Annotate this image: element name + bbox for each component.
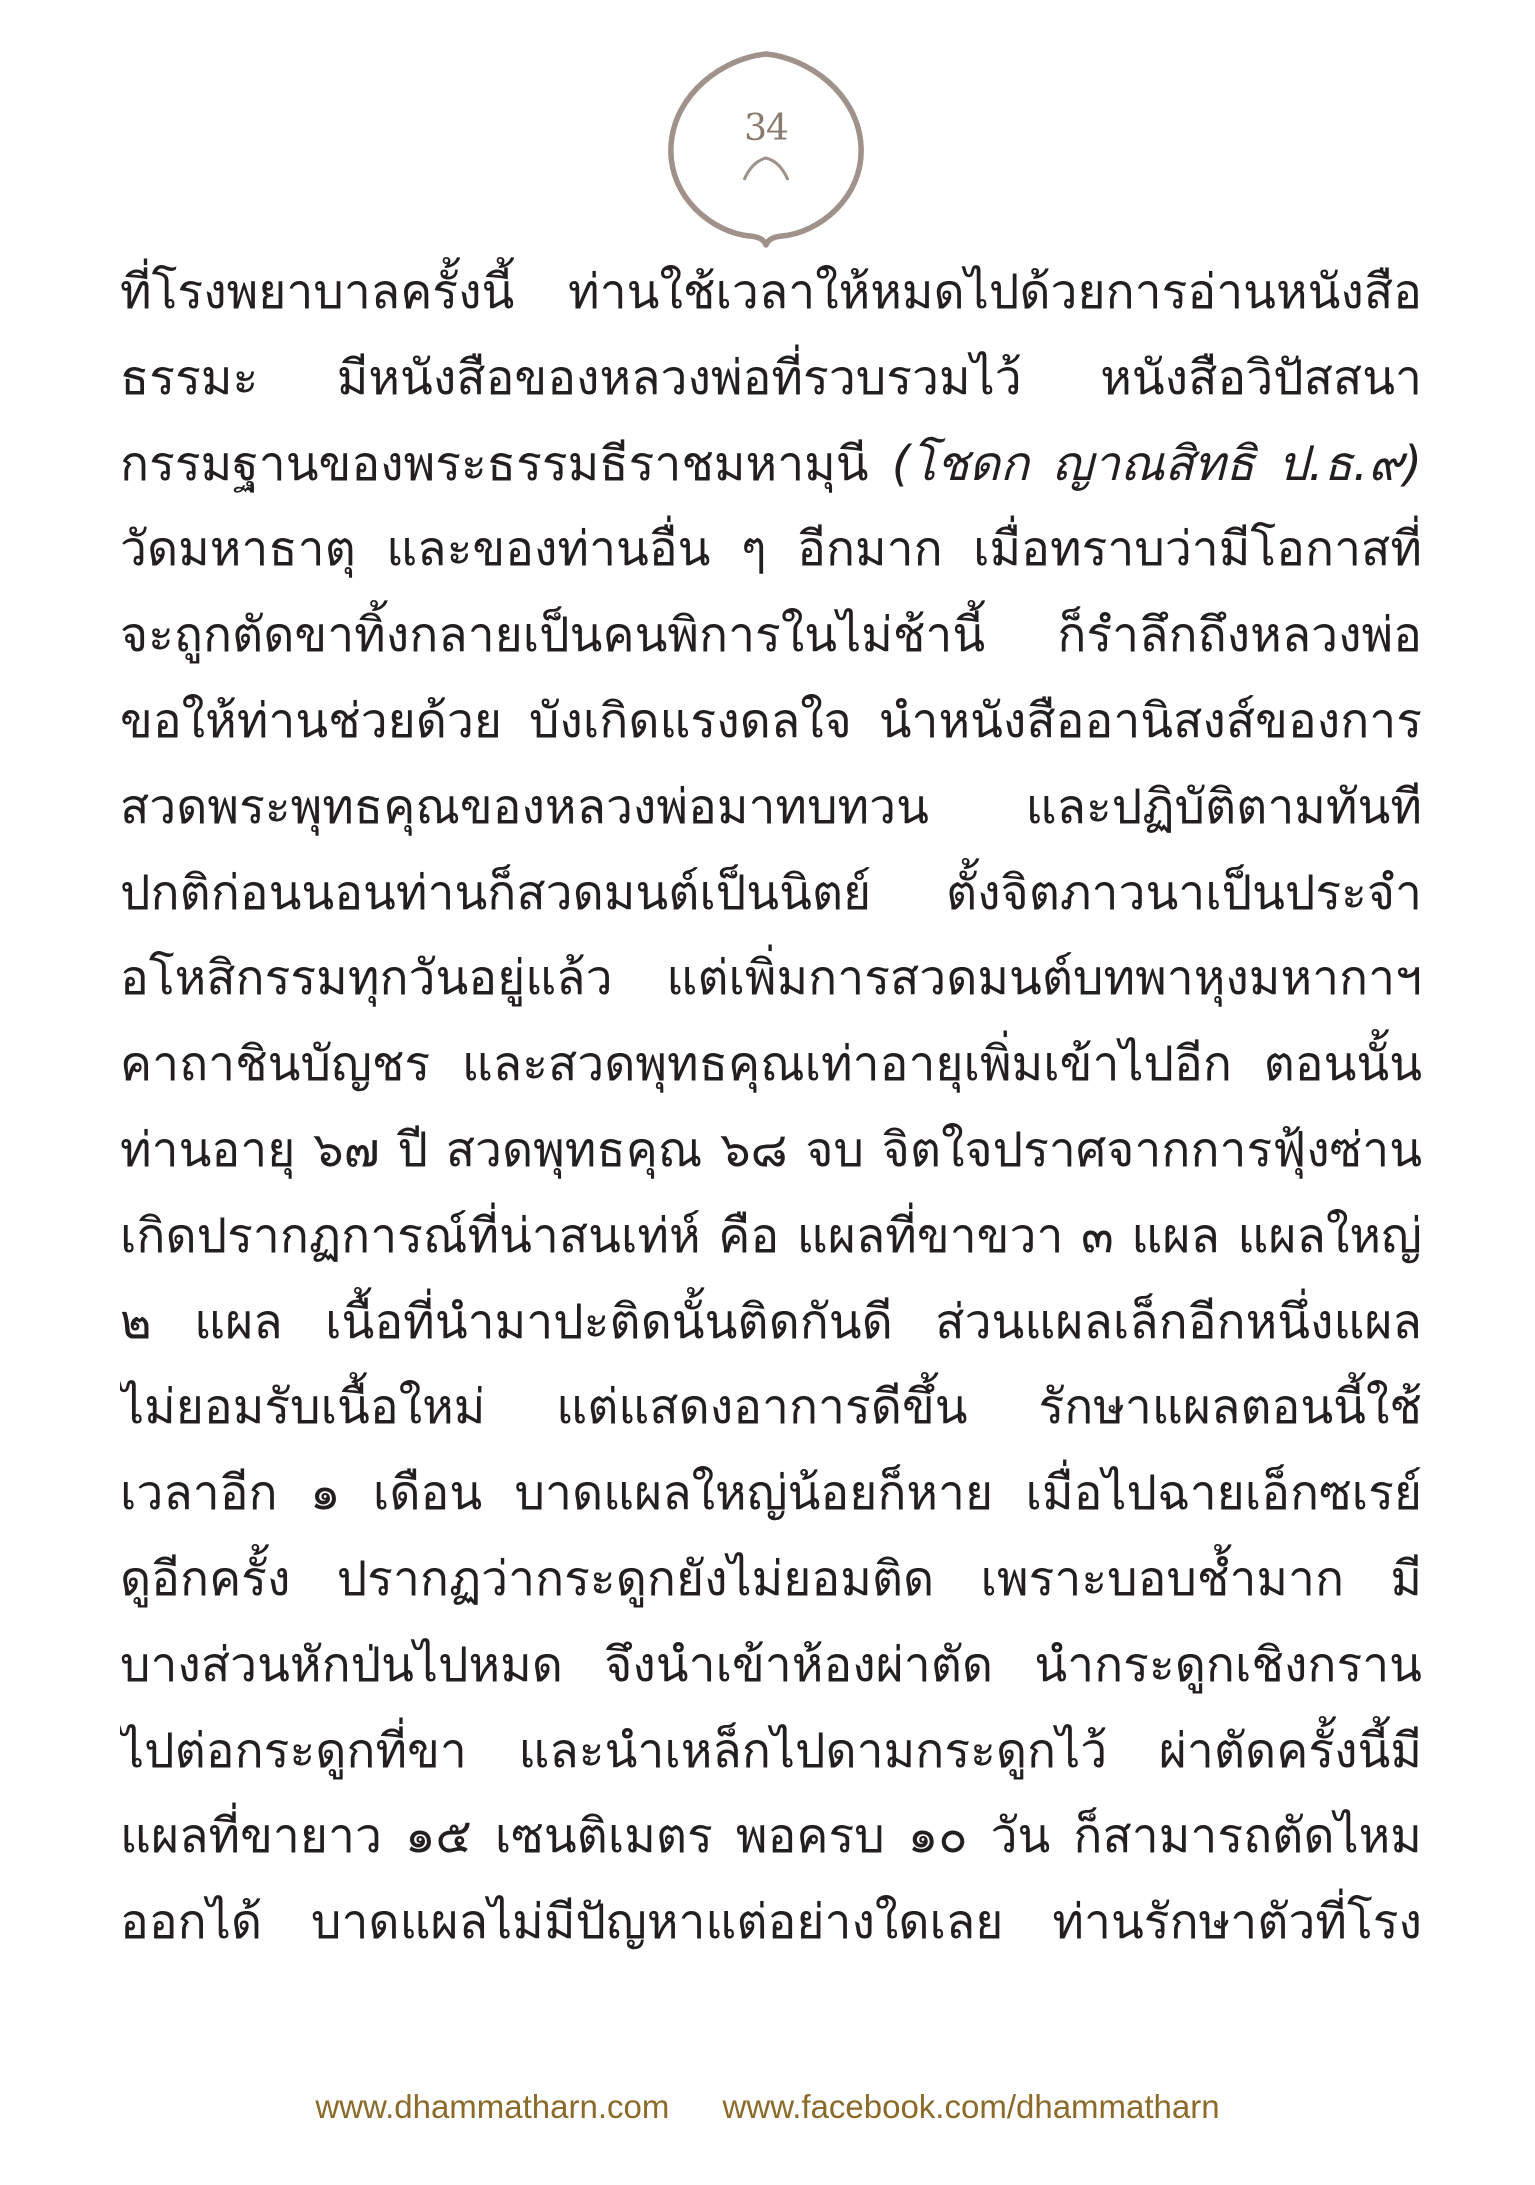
text-word: อโหสิกรรมทุกวันอยู่แล้ว bbox=[120, 950, 613, 1007]
text-word: ท่านรักษาตัวที่โรง bbox=[1052, 1894, 1422, 1951]
text-word: ขอให้ท่านช่วยด้วย bbox=[120, 692, 503, 749]
text-line bbox=[120, 1880, 1422, 1966]
text-line bbox=[120, 679, 1422, 765]
text-word: ๑ bbox=[310, 1465, 341, 1522]
text-word: แผล bbox=[1131, 1207, 1220, 1264]
text-word: (โชดก bbox=[891, 435, 1030, 492]
text-word: บาดแผลใหญ่น้อยก็หาย bbox=[514, 1465, 994, 1522]
text-word: และปฏิบัติตามทันที bbox=[1025, 778, 1422, 835]
text-word: คาถาชินบัญชร bbox=[120, 1036, 431, 1093]
text-word: สวดพุทธคุณ bbox=[445, 1121, 703, 1178]
text-word: ๑๐ bbox=[907, 1808, 968, 1865]
text-line bbox=[120, 1709, 1422, 1795]
text-line bbox=[120, 507, 1422, 593]
text-line bbox=[120, 1451, 1422, 1537]
text-word: ญาณสิทธิ bbox=[1052, 435, 1255, 492]
text-word: แต่แสดงอาการดีขึ้น bbox=[556, 1379, 968, 1436]
text-word: ๆ bbox=[740, 521, 767, 578]
text-word: เดือน bbox=[372, 1465, 483, 1522]
text-word: แต่เพิ่มการสวดมนต์บทพาหุงมหากาฯ bbox=[666, 950, 1422, 1007]
text-word: วัดมหาธาตุ bbox=[120, 521, 356, 578]
text-word: รักษาแผลตอนนี้ใช้ bbox=[1038, 1379, 1422, 1436]
text-word: ป.ธ.๙) bbox=[1277, 435, 1422, 492]
text-word: ท่านอายุ bbox=[120, 1121, 296, 1178]
text-word: ๖๗ bbox=[313, 1121, 380, 1178]
text-line bbox=[120, 1194, 1422, 1280]
text-word: นำกระดูกเชิงกราน bbox=[1034, 1636, 1422, 1693]
text-word: ที่โรงพยาบาลครั้งนี้ bbox=[120, 264, 515, 320]
text-word: จิตใจปราศจากการฟุ้งซ่าน bbox=[881, 1121, 1422, 1178]
text-word: ก็สามารถตัดไหม bbox=[1073, 1808, 1422, 1865]
text-word: บังเกิดแรงดลใจ bbox=[528, 692, 852, 749]
text-word: ก็รำลึกถึงหลวงพ่อ bbox=[1057, 607, 1422, 664]
text-word: ๑๕ bbox=[404, 1808, 472, 1865]
text-word: วัน bbox=[990, 1808, 1051, 1865]
text-word: มีหนังสือของหลวงพ่อที่รวบรวมไว้ bbox=[336, 349, 1022, 406]
text-word: ธรรมะ bbox=[120, 349, 259, 406]
text-word: เกิดปรากฏการณ์ที่น่าสนเท่ห์ bbox=[120, 1207, 701, 1264]
page-number-emblem bbox=[658, 48, 874, 248]
text-line bbox=[120, 1794, 1422, 1880]
text-word: ๓ bbox=[1081, 1207, 1114, 1264]
body-text bbox=[120, 250, 1422, 1966]
text-word: ผ่าตัดครั้งนี้มี bbox=[1158, 1722, 1422, 1779]
text-word: เมื่อไปฉายเอ็กซเรย์ bbox=[1025, 1465, 1422, 1522]
text-word: ๒ bbox=[120, 1293, 152, 1350]
text-word: จะถูกตัดขาทิ้งกลายเป็นคนพิการในไม่ช้านี้ bbox=[120, 607, 986, 664]
text-word: เนื้อที่นำมาปะติดนั้นติดกันดี bbox=[325, 1293, 893, 1350]
text-word: พอครบ bbox=[735, 1808, 885, 1865]
text-word: ออกได้ bbox=[120, 1894, 263, 1951]
text-line bbox=[120, 765, 1422, 851]
text-word: ตั้งจิตภาวนาเป็นประจำ bbox=[945, 864, 1422, 921]
text-line bbox=[120, 336, 1422, 422]
text-line bbox=[120, 1022, 1422, 1108]
text-line bbox=[120, 1537, 1422, 1623]
page-number: 34 bbox=[744, 108, 788, 149]
text-word: ไปต่อกระดูกที่ขา bbox=[120, 1722, 467, 1779]
text-line bbox=[120, 250, 1422, 336]
text-word: จบ bbox=[805, 1121, 864, 1178]
text-word: แผลที่ขาขวา bbox=[796, 1207, 1064, 1264]
text-word: ปกติก่อนนอนท่านก็สวดมนต์เป็นนิตย์ bbox=[120, 864, 872, 921]
text-word: ปี bbox=[397, 1121, 428, 1178]
text-line bbox=[120, 936, 1422, 1022]
text-word: กรรมฐานของพระธรรมธีราชมหามุนี bbox=[120, 435, 869, 492]
text-word: มี bbox=[1390, 1550, 1422, 1607]
text-word: บางส่วนหักป่นไปหมด bbox=[120, 1636, 563, 1693]
text-word: แผล bbox=[194, 1293, 283, 1350]
text-word: เพราะบอบช้ำมาก bbox=[980, 1550, 1345, 1607]
text-word: ปรากฏว่ากระดูกยังไม่ยอมติด bbox=[336, 1550, 935, 1607]
text-line bbox=[120, 1108, 1422, 1194]
footer bbox=[0, 2088, 1535, 2126]
text-word: ท่านใช้เวลาให้หมดไปด้วยการอ่านหนังสือ bbox=[568, 264, 1422, 320]
text-word: นำหนังสืออานิสงส์ของการ bbox=[878, 692, 1422, 749]
text-line bbox=[120, 422, 1422, 508]
text-word: และสวดพุทธคุณเท่าอายุเพิ่มเข้าไปอีก bbox=[461, 1036, 1232, 1093]
text-word: ส่วนแผลเล็กอีกหนึ่งแผล bbox=[935, 1293, 1422, 1350]
text-word: ดูอีกครั้ง bbox=[120, 1550, 291, 1607]
text-word: และนำเหล็กไปดามกระดูกไว้ bbox=[518, 1722, 1108, 1779]
text-word: คือ bbox=[718, 1207, 780, 1264]
text-line bbox=[120, 1623, 1422, 1709]
text-word: อีกมาก bbox=[797, 521, 943, 578]
text-word: บาดแผลไม่มีปัญหาแต่อย่างใดเลย bbox=[310, 1894, 1004, 1951]
text-line bbox=[120, 1365, 1422, 1451]
text-word: ไม่ยอมรับเนื้อใหม่ bbox=[120, 1379, 486, 1436]
text-word: แผลที่ขายาว bbox=[120, 1808, 382, 1865]
text-line bbox=[120, 1280, 1422, 1366]
text-word: เมื่อทราบว่ามีโอกาสที่ bbox=[973, 521, 1422, 578]
text-word: ตอนนั้น bbox=[1263, 1036, 1422, 1093]
text-word: หนังสือวิปัสสนา bbox=[1100, 349, 1422, 406]
text-word: จึงนำเข้าห้องผ่าตัด bbox=[604, 1636, 994, 1693]
text-word: ๖๘ bbox=[720, 1121, 788, 1178]
text-word: เซนติเมตร bbox=[494, 1808, 713, 1865]
text-word: เวลาอีก bbox=[120, 1465, 278, 1522]
text-word: และของท่านอื่น bbox=[386, 521, 711, 578]
footer-facebook[interactable]: www.facebook.com/dhammatharn bbox=[722, 2088, 1220, 2125]
footer-website[interactable]: www.dhammatharn.com bbox=[315, 2088, 670, 2125]
text-line bbox=[120, 593, 1422, 679]
text-word: แผลใหญ่ bbox=[1237, 1207, 1422, 1264]
text-word: สวดพระพุทธคุณของหลวงพ่อมาทบทวน bbox=[120, 778, 929, 835]
text-line bbox=[120, 851, 1422, 937]
